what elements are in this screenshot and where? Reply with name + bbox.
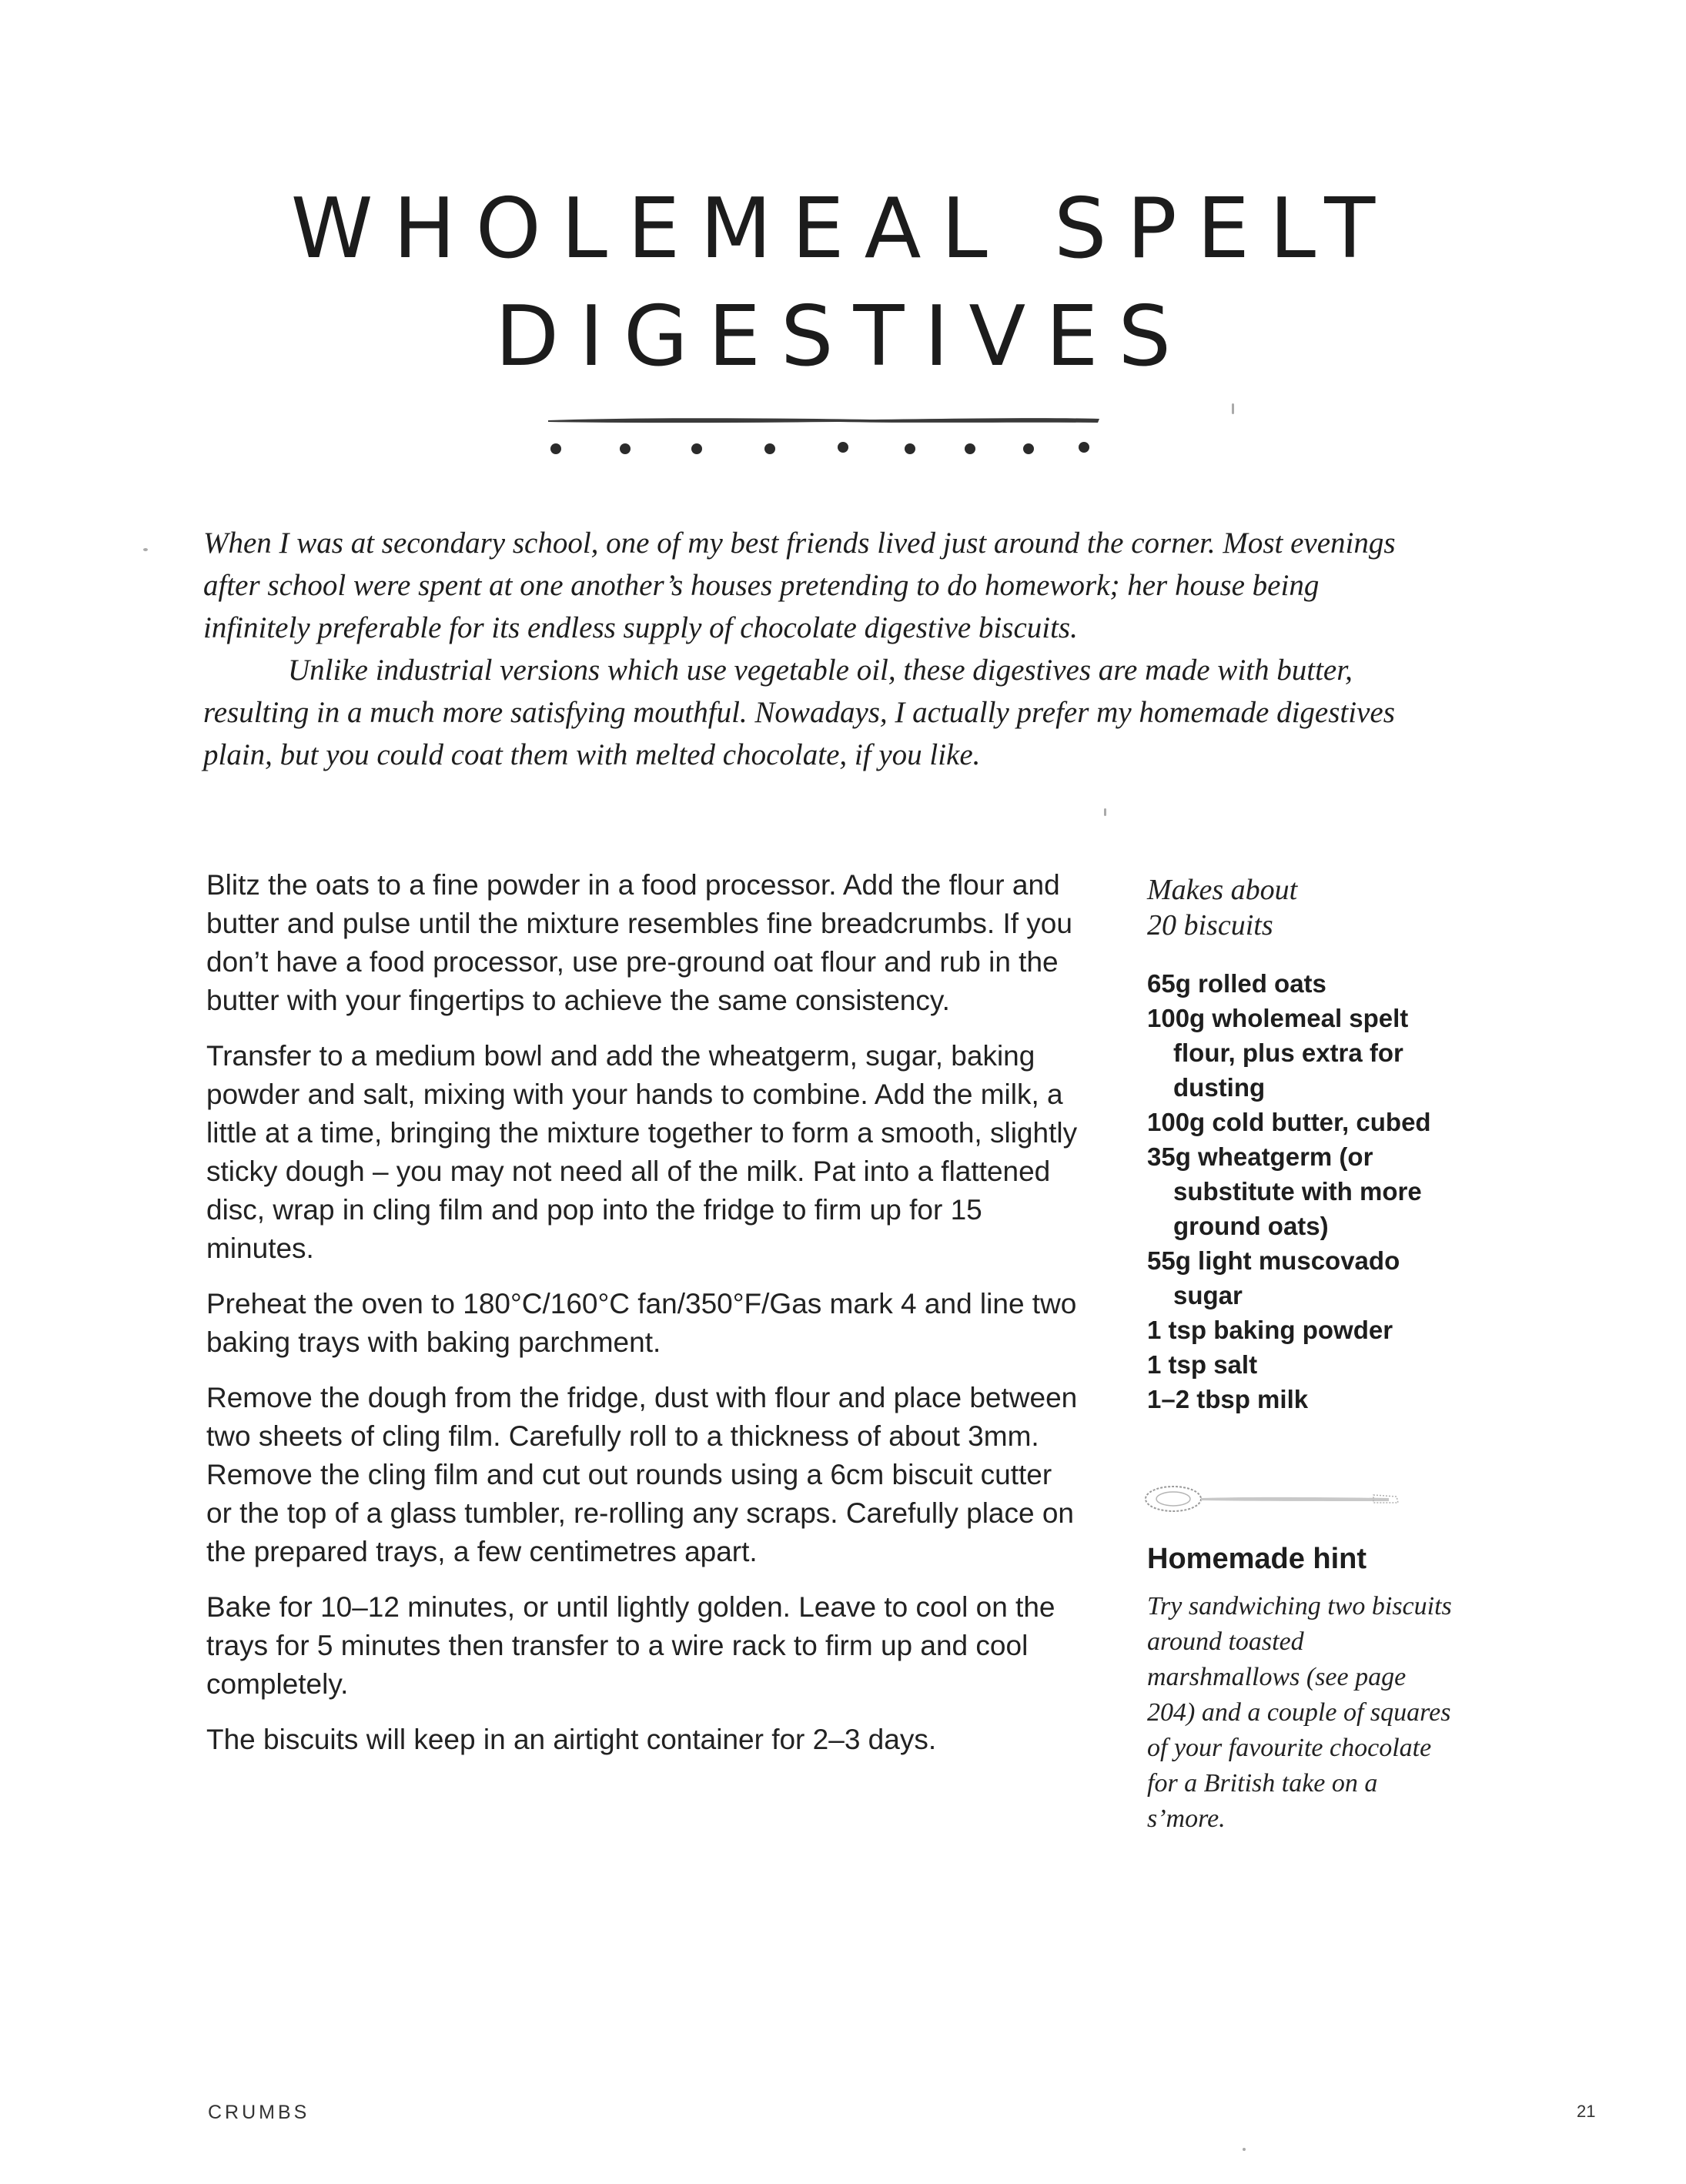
ingredient-item: 1 tsp salt	[1147, 1350, 1258, 1379]
intro-paragraph-1: When I was at secondary school, one of my best friends lived just around the corner. Most evenings after school were spent at one another’s houses pretending to do homework; her house being infinitely preferable for its endless supply of chocolate digestive biscuits.	[203, 527, 1396, 644]
yield-text	[1147, 872, 1470, 943]
recipe-title-line-2: DIGESTIVES	[495, 289, 1191, 385]
brush-stroke-divider	[547, 416, 1101, 425]
method-step: The biscuits will keep in an airtight container for 2–3 days.	[206, 1724, 937, 1755]
method-step: Remove the dough from the fridge, dust with flour and place between two sheets of cling film. Carefully roll to a thickness of about 3mm. Remove the cling film and cut out rounds using a 6cm biscuit cutter or the top of a glass tumbler, re-rolling any scraps. Carefully place on the prepared trays, a few centimetres apart.	[206, 1382, 1078, 1567]
paper-speck	[143, 548, 148, 551]
paper-speck	[1104, 808, 1106, 816]
ingredients-sidebar	[1147, 872, 1470, 1416]
intro-paragraph-2: Unlike industrial versions which use vegetable oil, these digestives are made with butter, resulting in a much more satisfying mouthful. Nowadays, I actually prefer my homemade digestives plain, but you could coat them with melted chocolate, if you like.	[203, 654, 1395, 771]
ingredient-item: 35g wheatgerm (or substitute with more ground oats)	[1147, 1142, 1422, 1240]
ingredient-item: 1–2 tbsp milk	[1147, 1385, 1309, 1413]
section-name: CRUMBS	[208, 2102, 310, 2123]
yield-line-2: 20 biscuits	[1147, 909, 1273, 941]
method-step: Blitz the oats to a fine powder in a food processor. Add the flour and butter and pulse until the mixture resembles fine breadcrumbs. If you don’t have a food processor, use pre-ground oat flour and rub in the butter with your fingertips to achieve the same consistency.	[206, 869, 1072, 1016]
method-step: Preheat the oven to 180°C/160°C fan/350°F/Gas mark 4 and line two baking trays with baking parchment.	[206, 1288, 1077, 1358]
dot-divider	[548, 437, 1102, 460]
paper-speck	[1232, 403, 1234, 414]
ingredient-item: 100g wholemeal spelt flour, plus extra for dusting	[1147, 1004, 1409, 1102]
spoon-icon	[1142, 1480, 1404, 1518]
method-step: Transfer to a medium bowl and add the wheatgerm, sugar, baking powder and salt, mixing with your hands to combine. Add the milk, a little at a time, bringing the mixture together to form a smooth, slightly sticky dough – you may not need all of the milk. Pat into a flattened disc, wrap in cling film and pop into the fridge to firm up for 15 minutes.	[206, 1040, 1078, 1264]
method-steps	[206, 866, 1084, 1776]
paper-speck	[1243, 2148, 1246, 2151]
ingredient-item: 1 tsp baking powder	[1147, 1316, 1393, 1344]
ingredient-item: 100g cold butter, cubed	[1147, 1108, 1431, 1136]
method-step: Bake for 10–12 minutes, or until lightly golden. Leave to cool on the trays for 5 minutes then transfer to a wire rack to firm up and cool completely.	[206, 1591, 1055, 1700]
ingredient-item: 65g rolled oats	[1147, 969, 1326, 998]
page-number: 21	[1577, 2102, 1596, 2121]
ingredient-item: 55g light muscovado sugar	[1147, 1246, 1400, 1309]
hint-text: Try sandwiching two biscuits around toasted marshmallows (see page 204) and a couple of squares of your favourite chocolate for a British take on a s’more.	[1147, 1592, 1452, 1833]
recipe-title-line-1: WHOLEMEAL SPELT	[290, 181, 1396, 277]
intro-text	[203, 522, 1404, 776]
ingredient-list	[1147, 966, 1470, 1416]
hint-heading: Homemade hint	[1147, 1543, 1367, 1575]
yield-line-1: Makes about	[1147, 874, 1298, 906]
